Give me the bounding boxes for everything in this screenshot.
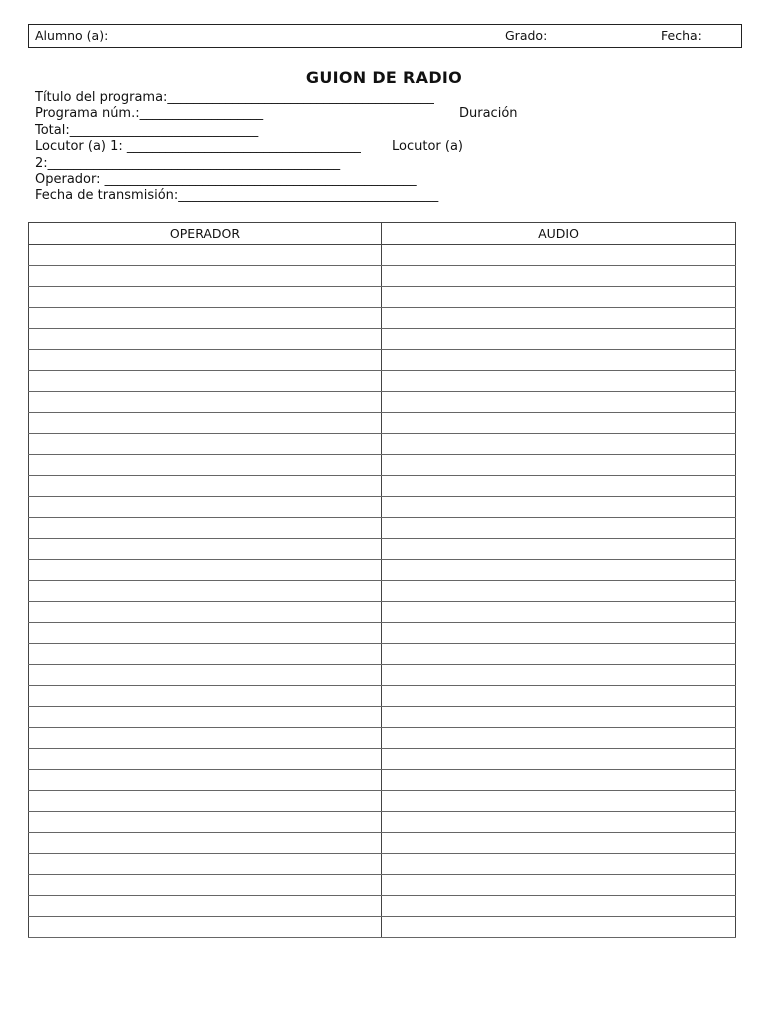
table-row xyxy=(29,329,736,350)
table-row xyxy=(29,770,736,791)
operador-cell[interactable] xyxy=(29,623,382,644)
audio-cell[interactable] xyxy=(382,644,736,665)
operador-cell[interactable] xyxy=(29,413,382,434)
fecha-transmision-field: Fecha de transmisión:________________________________________ xyxy=(35,188,439,204)
table-row xyxy=(29,560,736,581)
table-row xyxy=(29,434,736,455)
table-row xyxy=(29,371,736,392)
operador-cell[interactable] xyxy=(29,455,382,476)
table-row xyxy=(29,539,736,560)
operador-cell[interactable] xyxy=(29,539,382,560)
audio-cell[interactable] xyxy=(382,455,736,476)
audio-cell[interactable] xyxy=(382,350,736,371)
audio-cell[interactable] xyxy=(382,434,736,455)
audio-cell[interactable] xyxy=(382,707,736,728)
operador-cell[interactable] xyxy=(29,518,382,539)
operador-cell[interactable] xyxy=(29,686,382,707)
titulo-programa-field: Título del programa:_________________________________________ xyxy=(35,90,434,105)
audio-cell[interactable] xyxy=(382,749,736,770)
table-row xyxy=(29,392,736,413)
operador-cell[interactable] xyxy=(29,560,382,581)
operador-cell[interactable] xyxy=(29,896,382,917)
operador-cell[interactable] xyxy=(29,308,382,329)
table-row xyxy=(29,812,736,833)
table-row xyxy=(29,623,736,644)
operador-cell[interactable] xyxy=(29,392,382,413)
document-title-text: GUION DE RADIO xyxy=(305,68,463,87)
operador-cell[interactable] xyxy=(29,266,382,287)
table-row xyxy=(29,518,736,539)
audio-cell[interactable] xyxy=(382,917,736,938)
alumno-label: Alumno (a): xyxy=(35,28,109,43)
audio-cell[interactable] xyxy=(382,623,736,644)
audio-cell[interactable] xyxy=(382,665,736,686)
audio-cell[interactable] xyxy=(382,539,736,560)
audio-cell[interactable] xyxy=(382,329,736,350)
table-row xyxy=(29,287,736,308)
grado-label: Grado: xyxy=(505,28,548,43)
audio-cell[interactable] xyxy=(382,392,736,413)
column-header-audio: AUDIO xyxy=(382,223,736,245)
audio-cell[interactable] xyxy=(382,518,736,539)
programa-num-line xyxy=(35,106,555,122)
operador-cell[interactable] xyxy=(29,644,382,665)
operador-cell[interactable] xyxy=(29,476,382,497)
audio-cell[interactable] xyxy=(382,581,736,602)
operador-cell[interactable] xyxy=(29,350,382,371)
operador-cell[interactable] xyxy=(29,665,382,686)
operador-cell[interactable] xyxy=(29,602,382,623)
operador-field: Operador: ________________________________________________ xyxy=(35,172,417,188)
operador-cell[interactable] xyxy=(29,812,382,833)
radio-script-table xyxy=(28,222,736,938)
table-body xyxy=(29,245,736,938)
operador-cell[interactable] xyxy=(29,245,382,266)
table-row xyxy=(29,875,736,896)
audio-cell[interactable] xyxy=(382,854,736,875)
audio-cell[interactable] xyxy=(382,602,736,623)
table-row xyxy=(29,854,736,875)
locutor-line xyxy=(35,139,555,155)
operador-cell[interactable] xyxy=(29,497,382,518)
audio-cell[interactable] xyxy=(382,413,736,434)
table-row xyxy=(29,497,736,518)
operador-cell[interactable] xyxy=(29,749,382,770)
audio-cell[interactable] xyxy=(382,266,736,287)
table-row xyxy=(29,266,736,287)
table-row xyxy=(29,602,736,623)
table-row xyxy=(29,686,736,707)
audio-cell[interactable] xyxy=(382,728,736,749)
audio-cell[interactable] xyxy=(382,287,736,308)
operador-cell[interactable] xyxy=(29,434,382,455)
locutor-a-label: Locutor (a) xyxy=(392,139,463,155)
table-row xyxy=(29,833,736,854)
table-row xyxy=(29,791,736,812)
operador-cell[interactable] xyxy=(29,791,382,812)
document-title xyxy=(0,68,768,87)
program-fields xyxy=(35,90,555,205)
operador-cell[interactable] xyxy=(29,329,382,350)
audio-cell[interactable] xyxy=(382,476,736,497)
table-row xyxy=(29,413,736,434)
audio-cell[interactable] xyxy=(382,791,736,812)
table-row xyxy=(29,644,736,665)
table-header-row xyxy=(29,223,736,245)
table-row xyxy=(29,581,736,602)
operador-cell[interactable] xyxy=(29,917,382,938)
audio-cell[interactable] xyxy=(382,308,736,329)
audio-cell[interactable] xyxy=(382,371,736,392)
audio-cell[interactable] xyxy=(382,896,736,917)
audio-cell[interactable] xyxy=(382,497,736,518)
table-row xyxy=(29,917,736,938)
table-row xyxy=(29,245,736,266)
table-row xyxy=(29,896,736,917)
audio-cell[interactable] xyxy=(382,560,736,581)
table-row xyxy=(29,308,736,329)
locutor1-field: Locutor (a) 1: ____________________________________ xyxy=(35,139,361,155)
total-field: Total:_____________________________ xyxy=(35,122,259,138)
operador-cell[interactable] xyxy=(29,728,382,749)
operador-cell[interactable] xyxy=(29,707,382,728)
fecha-label: Fecha: xyxy=(661,28,702,43)
duracion-label: Duración xyxy=(459,106,518,122)
operador-cell[interactable] xyxy=(29,833,382,854)
operador-cell[interactable] xyxy=(29,875,382,896)
audio-cell[interactable] xyxy=(382,245,736,266)
table-row xyxy=(29,455,736,476)
operador-cell[interactable] xyxy=(29,287,382,308)
operador-cell[interactable] xyxy=(29,854,382,875)
operador-cell[interactable] xyxy=(29,581,382,602)
audio-cell[interactable] xyxy=(382,770,736,791)
table-row xyxy=(29,728,736,749)
student-header-box xyxy=(28,24,742,48)
table-row xyxy=(29,476,736,497)
locutor2-field: 2:_____________________________________________ xyxy=(35,155,341,171)
operador-cell[interactable] xyxy=(29,371,382,392)
programa-num-field: Programa núm.:___________________ xyxy=(35,106,264,122)
table-row xyxy=(29,749,736,770)
table-row xyxy=(29,350,736,371)
table-row xyxy=(29,665,736,686)
audio-cell[interactable] xyxy=(382,686,736,707)
audio-cell[interactable] xyxy=(382,812,736,833)
audio-cell[interactable] xyxy=(382,875,736,896)
table-row xyxy=(29,707,736,728)
operador-cell[interactable] xyxy=(29,770,382,791)
audio-cell[interactable] xyxy=(382,833,736,854)
column-header-operador: OPERADOR xyxy=(29,223,382,245)
